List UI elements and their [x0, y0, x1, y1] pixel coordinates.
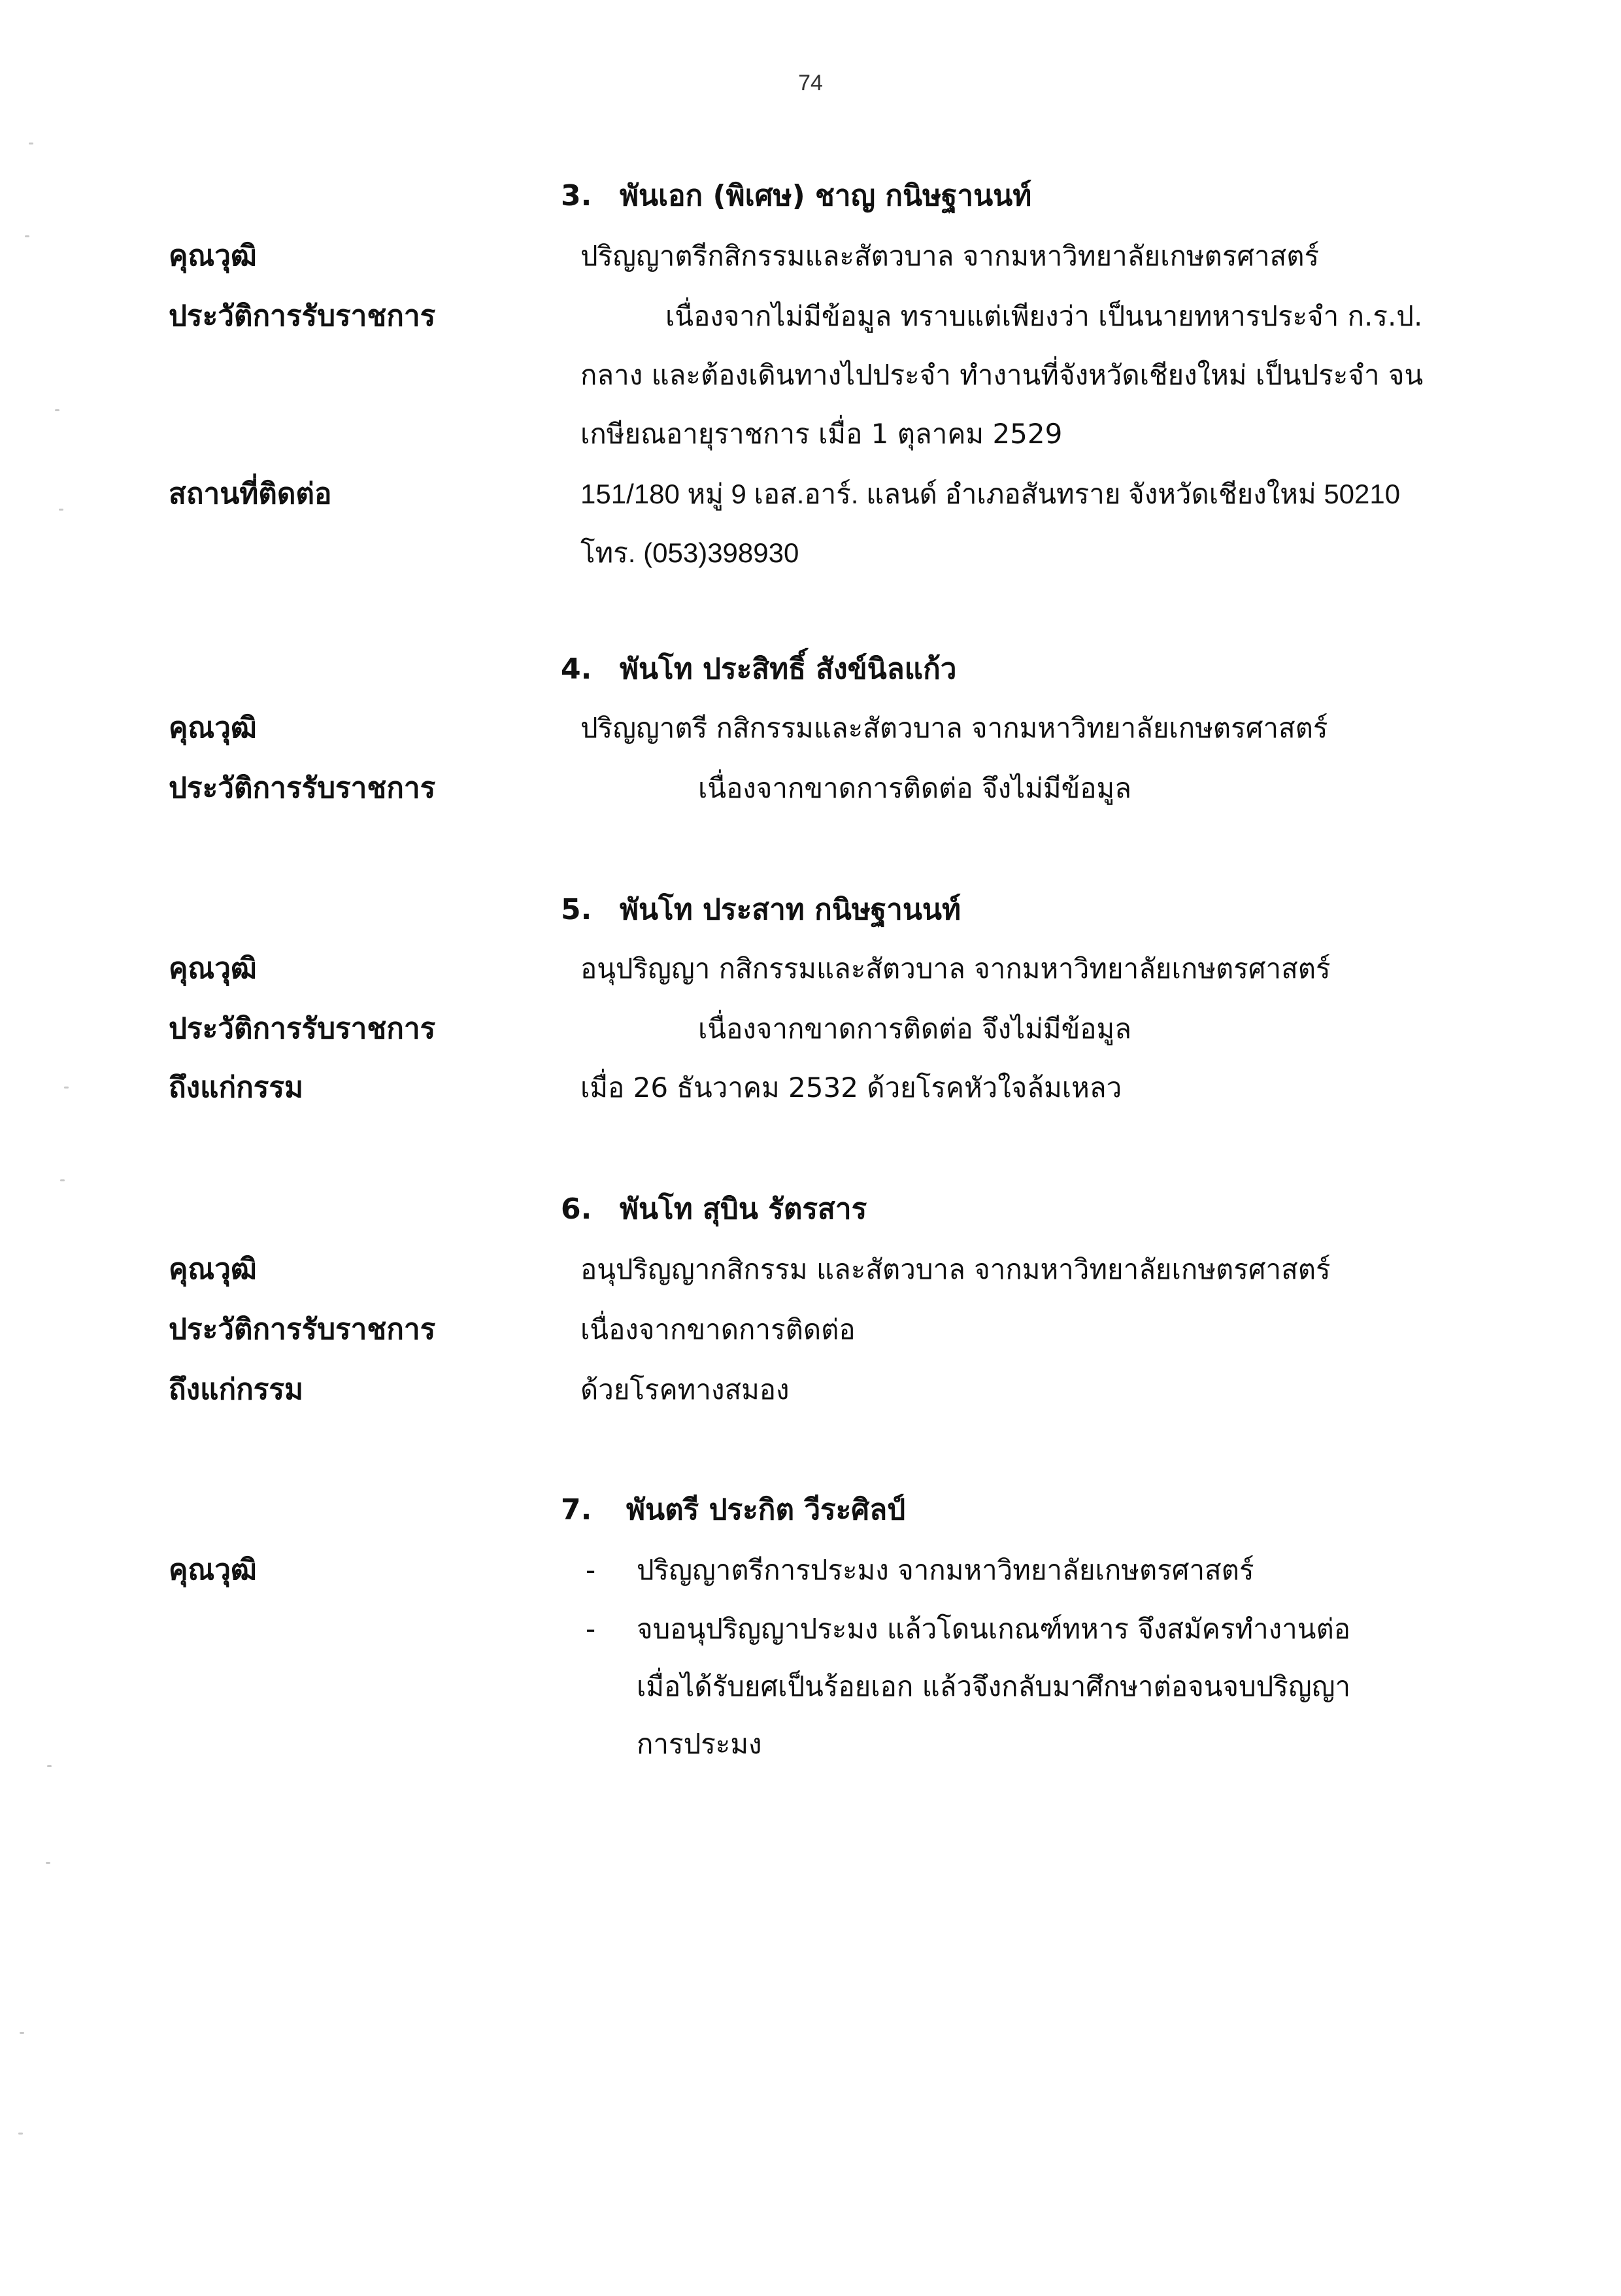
career-line: เกษียณอายุราชการ เมื่อ 1 ตุลาคม 2529	[580, 418, 1063, 450]
scan-speck	[60, 1179, 65, 1181]
career-value: เนื่องจากขาดการติดต่อ จึงไม่มีข้อมูล	[698, 1013, 1131, 1045]
entry-name: พันโท สุบิน รัตรสาร	[620, 1192, 867, 1226]
contact-label: สถานที่ติดต่อ	[169, 477, 332, 511]
death-label: ถึงแก่กรรม	[169, 1071, 304, 1104]
career-label: ประวัติการรับราชการ	[169, 1313, 436, 1346]
qualification-value: อนุปริญญากสิกรรม และสัตวบาล จากมหาวิทยาลัยเกษตรศาสตร์	[580, 1253, 1331, 1285]
page-number: 74	[798, 71, 823, 95]
qualification-label: คุณวุฒิ	[169, 1553, 257, 1587]
scan-speck	[20, 2032, 24, 2034]
bullet-dash: -	[586, 1554, 596, 1586]
entry-number: 7.	[561, 1493, 592, 1527]
death-value: เมื่อ 26 ธันวาคม 2532 ด้วยโรคหัวใจล้มเหลว	[580, 1072, 1122, 1104]
contact-address: 151/180 หมู่ 9 เอส.อาร์. แลนด์ อำเภอสันทราย จังหวัดเชียงใหม่ 50210	[580, 479, 1401, 509]
qualification-label: คุณวุฒิ	[169, 239, 257, 273]
scan-speck	[29, 143, 33, 144]
entry-name: พันโท ประสิทธิ์ สังข์นิลแก้ว	[620, 652, 957, 686]
death-value: ด้วยโรคทางสมอง	[580, 1374, 790, 1406]
bullet-text: การประมง	[637, 1728, 762, 1760]
scan-speck	[47, 1765, 52, 1767]
entry-number: 3.	[561, 179, 592, 212]
qualification-value: ปริญญาตรี กสิกรรมและสัตวบาล จากมหาวิทยาลัยเกษตรศาสตร์	[580, 712, 1328, 744]
career-line: เนื่องจากไม่มีข้อมูล ทราบแต่เพียงว่า เป็นนายทหารประจำ ก.ร.ป.	[665, 300, 1423, 332]
career-label: ประวัติการรับราชการ	[169, 1012, 436, 1045]
scan-speck	[46, 1862, 50, 1864]
bullet-text: เมื่อได้รับยศเป็นร้อยเอก แล้วจึงกลับมาศึกษาต่อจนจบปริญญา	[637, 1670, 1351, 1702]
qualification-value: อนุปริญญา กสิกรรมและสัตวบาล จากมหาวิทยาลัยเกษตรศาสตร์	[580, 953, 1331, 985]
entry-name: พันโท ประสาท กนิษฐานนท์	[620, 893, 961, 926]
qualification-value: ปริญญาตรีกสิกรรมและสัตวบาล จากมหาวิทยาลัยเกษตรศาสตร์	[580, 240, 1320, 272]
scan-speck	[64, 1087, 69, 1089]
career-label: ประวัติการรับราชการ	[169, 299, 436, 333]
scan-speck	[59, 509, 63, 511]
qualification-label: คุณวุฒิ	[169, 1253, 257, 1286]
career-value: เนื่องจากขาดการติดต่อ	[580, 1313, 856, 1345]
contact-phone: โทร. (053)398930	[580, 537, 799, 568]
entry-number: 6.	[561, 1192, 592, 1226]
qualification-label: คุณวุฒิ	[169, 952, 257, 985]
entry-number: 4.	[561, 652, 592, 686]
scan-speck	[25, 235, 29, 237]
career-label: ประวัติการรับราชการ	[169, 771, 436, 805]
qualification-label: คุณวุฒิ	[169, 711, 257, 745]
bullet-text: จบอนุปริญญาประมง แล้วโดนเกณฑ์ทหาร จึงสมัครทำงานต่อ	[637, 1613, 1350, 1645]
bullet-dash: -	[586, 1613, 596, 1645]
career-line: กลาง และต้องเดินทางไปประจำ ทำงานที่จังหวัดเชียงใหม่ เป็นประจำ จน	[580, 359, 1424, 391]
scan-speck	[55, 409, 59, 411]
death-label: ถึงแก่กรรม	[169, 1373, 304, 1406]
entry-number: 5.	[561, 893, 592, 926]
scan-speck	[18, 2133, 23, 2135]
entry-name: พันเอก (พิเศษ) ชาญ กนิษฐานนท์	[620, 179, 1032, 212]
career-value: เนื่องจากขาดการติดต่อ จึงไม่มีข้อมูล	[698, 772, 1131, 804]
entry-name: พันตรี ประกิต วีระศิลป์	[626, 1493, 906, 1527]
bullet-text: ปริญญาตรีการประมง จากมหาวิทยาลัยเกษตรศาสตร์	[637, 1554, 1254, 1586]
